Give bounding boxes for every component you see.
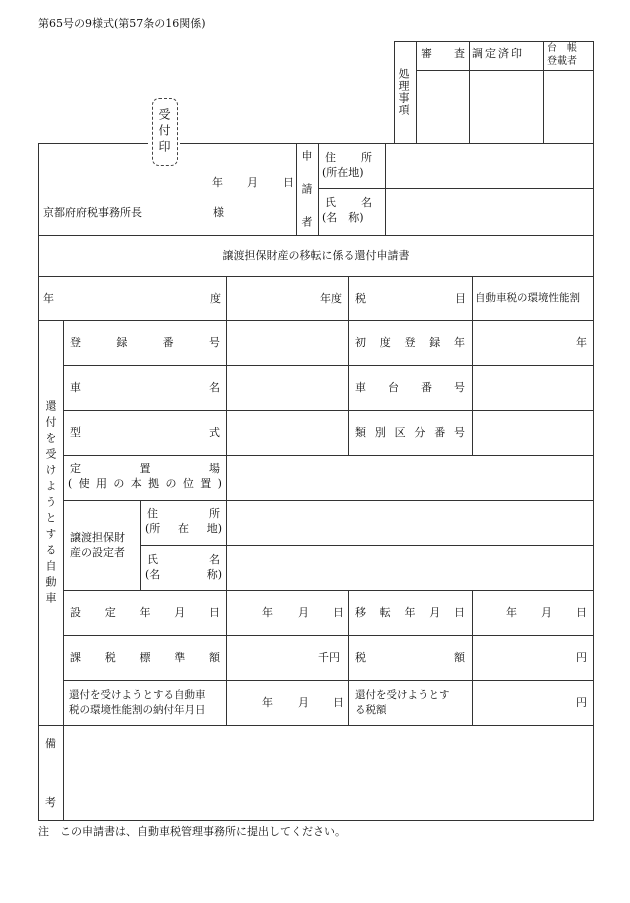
processing-label: 処理事項 <box>397 68 410 116</box>
remarks-label-1: 備 <box>45 737 56 750</box>
header-daicho: 台 帳 <box>547 43 577 54</box>
nendo-mid: 年度 <box>320 292 342 305</box>
setup-date-day: 日 <box>333 606 344 619</box>
tax-base-unit: 千円 <box>318 651 340 664</box>
transfer-date-year: 年 <box>506 606 517 619</box>
stamp-label: 受付印 <box>157 108 171 156</box>
setup-date-year: 年 <box>262 606 273 619</box>
tax-item-value: 自動車税の環境性能割 <box>475 292 580 304</box>
setup-date-month: 月 <box>298 606 309 619</box>
header-shinsa: 審 査 <box>421 47 465 60</box>
storage-sub-label: ( 使 用 の 本 拠 の 位 置 ) <box>68 477 222 490</box>
tax-item-zei: 税 <box>355 292 366 305</box>
addressee: 京都府府税事務所長 <box>43 206 142 219</box>
transfer-date-day: 日 <box>576 606 587 619</box>
footer-note: 注 この申請書は、自動車税管理事務所に提出してください。 <box>38 825 346 838</box>
applicant-address-sub: (所在地) <box>322 166 364 179</box>
paid-date-month: 月 <box>298 696 309 709</box>
applicant-name-label: 氏 名 <box>325 196 373 209</box>
tax-item-moku: 目 <box>455 292 466 305</box>
chassis-label: 車 台 番 号 <box>355 381 465 394</box>
refund-amount-unit: 円 <box>576 696 587 709</box>
first-reg-label: 初 度 登 録 年 <box>355 336 465 349</box>
transfer-date-label: 移 転 年 月 日 <box>355 606 465 619</box>
addressee-sama: 様 <box>213 206 224 219</box>
header-toroku: 登載者 <box>547 56 577 67</box>
setter-address-sub: (所 在 地) <box>145 522 222 535</box>
nendo-do: 度 <box>210 292 221 305</box>
setter-name-sub: (名 称) <box>145 568 222 581</box>
car-name-label: 車 名 <box>70 381 220 394</box>
refund-amount-label-1: 還付を受けようとす <box>355 689 450 701</box>
storage-label: 定 置 場 <box>70 462 220 475</box>
form-title: 譲渡担保財産の移転に係る還付申請書 <box>222 249 410 262</box>
setter-label-1: 譲渡担保財 <box>70 531 125 544</box>
tax-amount-label: 税 額 <box>355 651 465 664</box>
setter-name-label: 氏 名 <box>147 553 220 566</box>
transfer-date-month: 月 <box>541 606 552 619</box>
refund-amount-label-2: る税額 <box>355 704 387 716</box>
applicant-label: 申請者 <box>300 150 313 249</box>
paid-date-day: 日 <box>333 696 344 709</box>
applicant-name-sub: (名 称) <box>322 211 364 224</box>
paid-date-label-1: 還付を受けようとする自動車 <box>69 689 206 701</box>
first-reg-unit: 年 <box>576 336 587 349</box>
paid-date-year: 年 <box>262 696 273 709</box>
paid-date-label-2: 税の環境性能割の納付年月日 <box>69 704 206 716</box>
nendo-year: 年 <box>43 292 54 305</box>
setup-date-label: 設 定 年 月 日 <box>70 606 220 619</box>
form-code: 第65号の9様式(第57条の16関係) <box>38 17 206 30</box>
header-chotei: 調定済印 <box>472 47 524 60</box>
tax-base-label: 課 税 標 準 額 <box>70 651 220 664</box>
tax-amount-unit: 円 <box>576 651 587 664</box>
category-label: 類 別 区 分 番 号 <box>355 426 465 439</box>
remarks-label-2: 考 <box>45 796 56 809</box>
vehicle-label: 還付を受けようとする自動車 <box>44 400 57 608</box>
date-year: 年 <box>212 176 223 189</box>
date-month: 月 <box>247 176 258 189</box>
model-label: 型 式 <box>70 426 220 439</box>
applicant-address-label: 住 所 <box>325 151 373 164</box>
reg-no-label: 登 録 番 号 <box>70 336 220 349</box>
setter-label-2: 産の設定者 <box>70 546 125 559</box>
setter-address-label: 住 所 <box>147 507 220 520</box>
date-day: 日 <box>283 176 294 189</box>
